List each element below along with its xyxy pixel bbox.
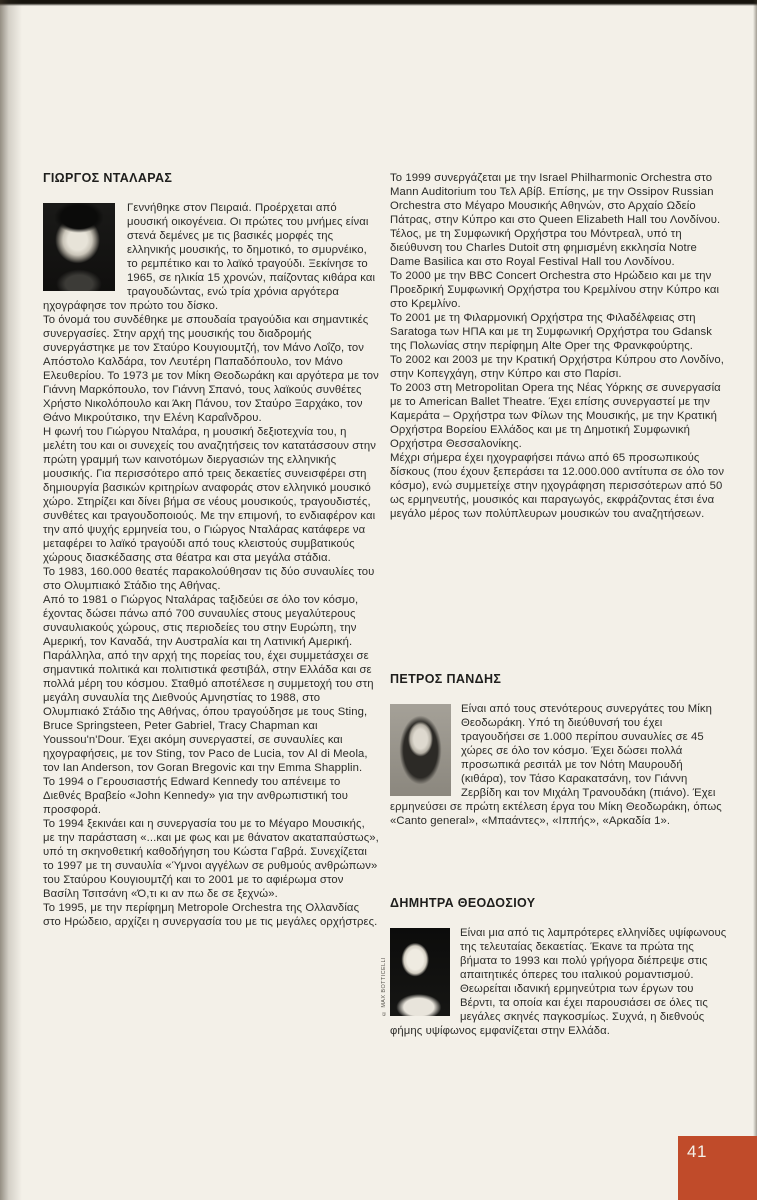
bio-paragraph: Η φωνή του Γιώργου Νταλάρα, η μουσική δεξιοτεχνία του, η μελέτη του και οι συνεχείς του αναζητήσεις τον κατατάσσουν στην πρώτη γραμμή των καινοτόμων διεργασιών της ελληνικής μουσικής. Για περισσότερο από τρεις δεκαετίες συνεισφέρει στη δημιουργία βασικών κριτηρίων αναφοράς στον ελληνικό μουσικό χώρο. Στηρίζει και δίνει βήμα σε νέους μουσικούς, τραγουδιστές, συνθέτες και τραγουδοποιούς. Με την επιμονή, το ενδιαφέρον και την από ψυχής ερμηνεία του, ο Γιώργος Νταλάρας κατάφερε να μεταφέρει το λαϊκό τραγούδι από τους κλειστούς συμβατικούς χώρους διασκέδασης στα θέατρα και στα μεγάλα στάδια. bbox=[43, 426, 376, 564]
bio-paragraph: Το 2002 και 2003 με την Κρατική Ορχήστρα Κύπρου στο Λονδίνο, στην Κοπεγχάγη, στην Κύπρο και στο Παρίσι. bbox=[390, 354, 724, 380]
bio-paragraph: Το 1999 συνεργάζεται με την Israel Philharmonic Orchestra στο Mann Auditorium του Τελ Αβίβ. Επίσης, με την Ossipov Russian Orchestra στο Μέγαρο Μουσικής Αθηνών, στο Αρχαίο Ωδείο Πάτρας, στην Κύπρο και στο Queen Elizabeth Hall του Λονδίνου. Τέλος, με τη Συμφωνική Ορχήστρα του Μόντρεαλ, υπό τη διεύθυνση του Charles Dutoit στη φημισμένη εκκλησία Notre Dame Basilica και στο Royal Festival Hall του Λονδίνου. bbox=[390, 172, 721, 268]
dalaras-heading: ΓΙΩΡΓΟΣ ΝΤΑΛΑΡΑΣ bbox=[43, 171, 173, 185]
bio-paragraph: Είναι από τους στενότερους συνεργάτες του Μίκη Θεοδωράκη. Υπό τη διεύθυνσή του έχει τραγουδήσει σε 1.000 περίπου συναυλίες σε 45 χώρες σε όλο τον κόσμο. Έχει δώσει πολλά προσωπικά ρεσιτάλ με τον Νότη Μαυρουδή (κιθάρα), τον Τάσο Καρακατσάνη, τον Γιάννη Ζερβίδη και τον Μιχάλη Τρανουδάκη (πιάνο). Έχει ερμηνεύσει σε πρώτη εκτέλεση έργα του Μίκη Θεοδωράκη, όπως «Canto general», «Μπαάντες», «Ιππής», «Αρκαδία 1». bbox=[390, 703, 722, 827]
page-number-box bbox=[678, 1136, 757, 1200]
page-left-shadow bbox=[0, 0, 22, 1200]
bio-paragraph: Το 2003 στη Metropolitan Opera της Νέας Υόρκης σε συνεργασία με το American Ballet Theatre. Έχει επίσης συνεργαστεί με την Καμεράτα – Ορχήστρα των Φίλων της Μουσικής, με την Κρατική Ορχήστρα Βορείου Ελλάδος και με τη Δημοτική Συμφωνική Ορχήστρα Θεσσαλονίκης. bbox=[390, 382, 721, 450]
page-right-edge bbox=[753, 0, 757, 1200]
page-number: 41 bbox=[687, 1142, 707, 1161]
theodosiou-photo-block bbox=[381, 928, 450, 1016]
right-column bbox=[381, 171, 728, 1171]
section-theodosiou bbox=[381, 896, 728, 1038]
dalaras-portrait-photo bbox=[43, 203, 115, 291]
bio-paragraph: Από το 1981 ο Γιώργος Νταλάρας ταξιδεύει σε όλο τον κόσμο, έχοντας δώσει πάνω από 700 συναυλίες στους μεγαλύτερους συναυλιακούς χώρους, στις περιοδείες του στην Ευρώπη, την Αμερική, τον Καναδά, την Αυστραλία και τη Λατινική Αμερική. Παράλληλα, από την αρχή της πορείας του, έχει συμμετάσχει σε σημαντικά πολιτικά και πολιτιστικά φεστιβάλ, στην Ελλάδα και σε πολλά μέρη του κόσμου. Σταθμό αποτέλεσε η συμμετοχή του στη μεγάλη συναυλία της Διεθνούς Αμνηστίας το 1988, στο Ολυμπιακό Στάδιο της Αθήνας, όπου τραγούδησε με τους Sting, Bruce Springsteen, Peter Gabriel, Tracy Chapman και Youssou'n'Dour. Έχει ακόμη συνεργαστεί, σε συναυλίες και ηχογραφήσεις, με τον Sting, τον Paco de Lucia, τον Al di Meola, τον Ian Anderson, τον Goran Bregovic και την Emma Shapplin. bbox=[43, 594, 374, 774]
pandis-heading: ΠΕΤΡΟΣ ΠΑΝΔΗΣ bbox=[390, 672, 502, 686]
bio-paragraph: Το 2000 με την BBC Concert Orchestra στο Ηρώδειο και με την Προεδρική Συμφωνική Ορχήστρα του Κρεμλίνου στην Κύπρο και στο Κρεμλίνο. bbox=[390, 270, 720, 310]
theodosiou-heading: ΔΗΜΗΤΡΑ ΘΕΟΔΟΣΙΟΥ bbox=[390, 896, 536, 910]
photo-credit: © MAX BOTTICELLI bbox=[381, 957, 387, 1016]
bio-paragraph: Το 2001 με τη Φιλαρμονική Ορχήστρα της Φιλαδέλφειας στη Saratoga των ΗΠΑ και με τη Συμφωνική Ορχήστρα του Gdansk της Πολωνίας στην περίφημη Alte Oper της Φρανκφούρτης. bbox=[390, 312, 712, 352]
bio-paragraph: Το 1994 ξεκινάει και η συνεργασία του με το Μέγαρο Μουσικής, με την παράσταση «...και με φως και με θάνατον ακαταπαύστως», υπό τη σκηνοθετική καθοδήγηση του Κώστα Γαβρά. Συνεχίζεται το 1997 με τη συναυλία «Ύμνοι αγγέλων σε ρυθμούς ανθρώπων» του Σταύρου Κουγιουμτζή και το 2001 με το αφιέρωμα στον Βασίλη Τσιτσάνη «Ό,τι κι αν πω δε σε ξεχνώ». bbox=[43, 818, 379, 900]
bio-paragraph: Μέχρι σήμερα έχει ηχογραφήσει πάνω από 65 προσωπικούς δίσκους (που έχουν ξεπεράσει τα 12.000.000 αντίτυπα σε όλο τον κόσμο), ενώ συμμετείχε στην ηχογράφηση περισσότερων από 50 ως ερμηνευτής, μουσικός και παραγωγός, εκφράζοντας έτσι ένα μεγάλο μέρος των πολύπλευρων μουσικών του αναζητήσεων. bbox=[390, 452, 725, 520]
bio-paragraph: Το 1983, 160.000 θεατές παρακολούθησαν τις δύο συναυλίες του στο Ολυμπιακό Στάδιο της Αθήνας. bbox=[43, 566, 375, 592]
bio-paragraph: Το 1994 ο Γερουσιαστής Edward Kennedy του απένειμε το Διεθνές Βραβείο «John Kennedy» για την ανθρωπιστική του προσφορά. bbox=[43, 776, 349, 816]
left-column bbox=[43, 171, 379, 929]
bio-paragraph: Είναι μια από τις λαμπρότερες ελληνίδες υψίφωνους της τελευταίας δεκαετίας. Έκανε τα πρώτα της βήματα το 1993 και πολύ γρήγορα διέπρεψε στις απαιτητικές όπερες του ιταλικού ρομαντισμού. Θεωρείται ιδανική ερμηνεύτρια των έργων του Βέρντι, τα οποία και έχει παρουσιάσει σε όλες τις μεγάλες σκηνές παγκοσμίως. Συχνά, η διεθνούς φήμης υψίφωνος εμφανίζεται στην Ελλάδα. bbox=[390, 927, 727, 1037]
dalaras-bio bbox=[43, 201, 379, 929]
bio-paragraph: Το όνομά του συνδέθηκε με σπουδαία τραγούδια και σημαντικές συνεργασίες. Στην αρχή της μουσικής του διαδρομής συνεργάστηκε με τον Σταύρο Κουγιουμτζή, τον Μάνο Λοΐζο, τον Απόστολο Καλδάρα, τον Λευτέρη Παπαδόπουλο, τον Μάνο Ελευθερίου. Το 1973 με τον Μίκη Θεοδωράκη και αργότερα με τον Γιάννη Μαρκόπουλο, τον Γιάννη Σπανό, τους λαϊκούς συνθέτες Χρήστο Νικολόπουλο και Άκη Πάνου, τον Σταύρο Ξαρχάκο, τον Θάνο Μικρούτσικο, την Ελένη Καραΐνδρου. bbox=[43, 314, 379, 424]
theodosiou-portrait-photo bbox=[390, 928, 450, 1016]
page-top-edge bbox=[0, 0, 757, 6]
pandis-portrait-photo bbox=[390, 704, 451, 796]
bio-paragraph: Το 1995, με την περίφημη Metropole Orchestra της Ολλανδίας στο Ηρώδειο, αρχίζει η συνεργασία του με τις μεγάλες ορχήστρες. bbox=[43, 902, 378, 928]
section-pandis bbox=[390, 672, 728, 828]
dalaras-bio-continued bbox=[390, 171, 728, 521]
bio-paragraph: Γεννήθηκε στον Πειραιά. Προέρχεται από μουσική οικογένεια. Οι πρώτες του μνήμες είναι στενά δεμένες με τις βασικές μορφές της ελληνικής μουσικής, το δημοτικό, το σμυρνέικο, το ρεμπέτικο και το λαϊκό τραγούδι. Ξεκίνησε το 1965, σε ηλικία 15 χρονών, παίζοντας κιθάρα και τραγουδώντας, ενώ τρία χρόνια αργότερα ηχογράφησε τον πρώτο του δίσκο. bbox=[43, 202, 376, 312]
